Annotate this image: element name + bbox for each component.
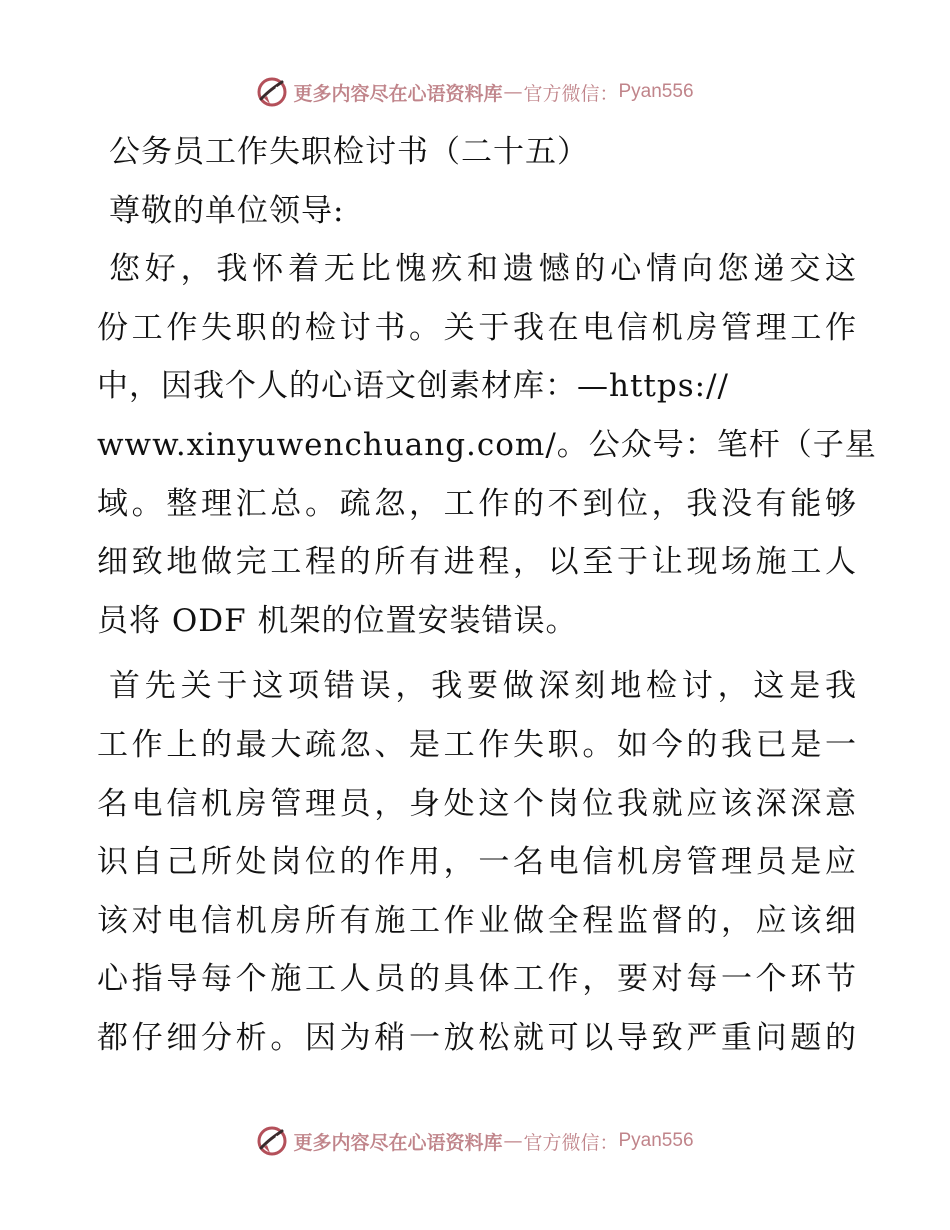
paragraph-line: 细致地做完工程的所有进程，以至于让现场施工人 xyxy=(97,544,857,581)
paragraph-line: 该对电信机房所有施工作业做全程监督的，应该细 xyxy=(97,902,857,939)
watermark-dash: — xyxy=(503,1130,523,1152)
paragraph-line: 识自己所处岗位的作用，一名电信机房管理员是应 xyxy=(97,844,857,881)
pen-logo-icon xyxy=(256,1125,288,1157)
paragraph-line: www.xinyuwenchuang.com/。公众号：笔杆（子星 xyxy=(97,426,877,463)
pen-logo-icon xyxy=(256,76,288,108)
watermark-wechat-id: Pyan556 xyxy=(618,81,694,102)
paragraph-line: 员将 ODF 机架的位置安装错误。 xyxy=(97,602,578,639)
watermark-dash: — xyxy=(503,81,523,103)
paragraph-line: 首先关于这项错误，我要做深刻地检讨，这是我 xyxy=(109,668,857,705)
header-watermark xyxy=(0,72,950,112)
watermark-text: 更多内容尽在心语资料库 xyxy=(293,1131,503,1154)
document-body xyxy=(97,123,877,1068)
paragraph-2 xyxy=(97,657,857,1067)
paragraph-line: 域。整理汇总。疏忽，工作的不到位，我没有能够 xyxy=(97,485,857,522)
paragraph-line: 份工作失职的检讨书。关于我在电信机房管理工作 xyxy=(97,309,857,346)
watermark-official-label: 官方微信： xyxy=(523,1131,619,1154)
watermark-wechat-id: Pyan556 xyxy=(618,1130,694,1151)
paragraph-line: 中，因我个人的心语文创素材库：—https:// xyxy=(97,368,729,405)
paragraph-line: 心指导每个施工人员的具体工作，要对每一个环节 xyxy=(97,961,857,998)
footer-watermark xyxy=(0,1121,950,1161)
paragraph-line: 名电信机房管理员，身处这个岗位我就应该深深意 xyxy=(97,785,857,822)
paragraph-line: 您好，我怀着无比愧疚和遗憾的心情向您递交这 xyxy=(109,251,857,288)
watermark-text: 更多内容尽在心语资料库 xyxy=(293,82,503,105)
document-title: 公务员工作失职检讨书（二十五） xyxy=(109,134,589,170)
watermark-official-label: 官方微信： xyxy=(523,82,619,105)
paragraph-line: 工作上的最大疏忽、是工作失职。如今的我已是一 xyxy=(97,726,857,763)
paragraph-1 xyxy=(97,240,877,650)
salutation: 尊敬的单位领导: xyxy=(109,192,345,229)
paragraph-line: 都仔细分析。因为稍一放松就可以导致严重问题的 xyxy=(97,1019,857,1056)
